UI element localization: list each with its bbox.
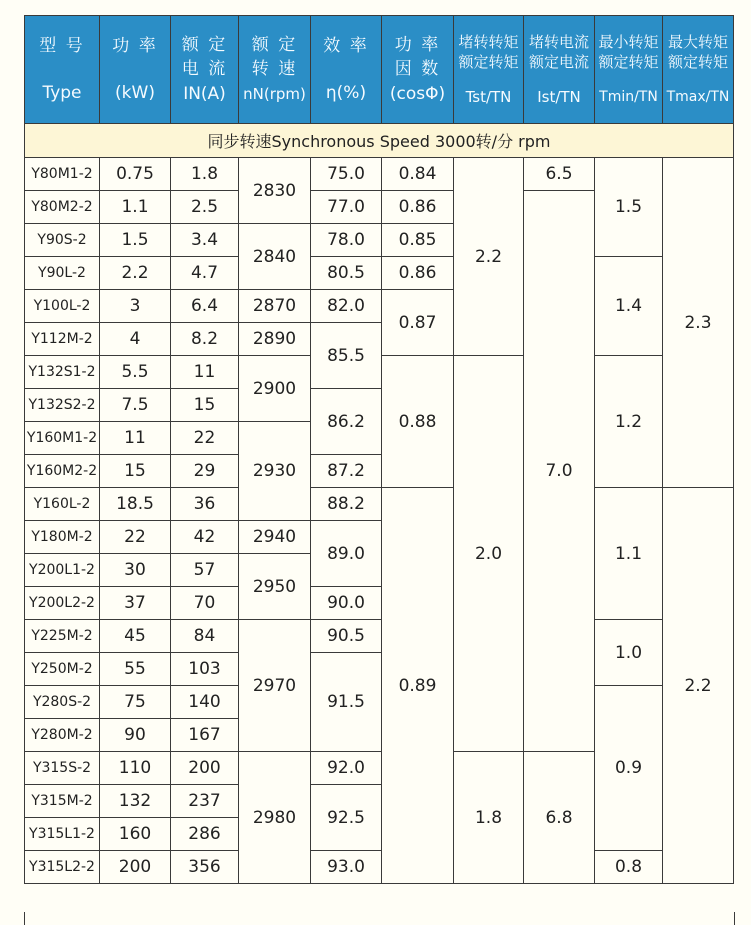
speed-cell: 2930: [239, 422, 311, 521]
efficiency-cell: 77.0: [311, 191, 382, 224]
table-row: [25, 851, 734, 884]
model-cell: Y315L1-2: [25, 818, 100, 851]
power-cell: 75: [100, 686, 171, 719]
model-cell: Y132S1-2: [25, 356, 100, 389]
efficiency-cell: 90.0: [311, 587, 382, 620]
power-cell: 1.5: [100, 224, 171, 257]
header-ist-cn1: 堵转电流: [528, 32, 589, 51]
header-tmin-cn1: 最小转矩: [598, 32, 659, 51]
current-cell: 103: [171, 653, 239, 686]
model-cell: Y280S-2: [25, 686, 100, 719]
speed-cell: 2940: [239, 521, 311, 554]
header-pf-en: (cosΦ): [389, 83, 446, 104]
current-cell: 8.2: [171, 323, 239, 356]
speed-cell: 2970: [239, 620, 311, 752]
current-cell: 22: [171, 422, 239, 455]
model-cell: Y200L1-2: [25, 554, 100, 587]
pf-cell: 0.89: [382, 488, 454, 884]
header-pf-cn1: 功 率: [394, 34, 441, 55]
header-current-cn2: 电 流: [181, 58, 228, 79]
model-cell: Y315S-2: [25, 752, 100, 785]
ist-cell: 6.8: [524, 752, 595, 884]
power-cell: 1.1: [100, 191, 171, 224]
header-tmax-cn2: 额定转矩: [667, 52, 728, 71]
header-model: [25, 16, 100, 124]
model-cell: Y80M2-2: [25, 191, 100, 224]
power-cell: 11: [100, 422, 171, 455]
header-speed-en: nN(rpm): [243, 84, 306, 103]
power-cell: 90: [100, 719, 171, 752]
header-speed-cn2: 转 速: [251, 58, 298, 79]
table-row: [25, 620, 734, 653]
current-cell: 4.7: [171, 257, 239, 290]
header-current-en: IN(A): [183, 83, 226, 104]
efficiency-cell: 93.0: [311, 851, 382, 884]
model-cell: Y80M1-2: [25, 158, 100, 191]
header-tmax: [663, 16, 734, 124]
model-cell: Y160M1-2: [25, 422, 100, 455]
model-cell: Y160L-2: [25, 488, 100, 521]
current-cell: 11: [171, 356, 239, 389]
speed-cell: 2900: [239, 356, 311, 422]
power-cell: 132: [100, 785, 171, 818]
current-cell: 29: [171, 455, 239, 488]
model-cell: Y90S-2: [25, 224, 100, 257]
pf-cell: 0.86: [382, 257, 454, 290]
section-title: 同步转速Synchronous Speed 3000转/分 rpm: [25, 124, 734, 158]
table-continuation: [24, 912, 735, 925]
model-cell: Y180M-2: [25, 521, 100, 554]
power-cell: 4: [100, 323, 171, 356]
current-cell: 57: [171, 554, 239, 587]
tst-cell: 1.8: [454, 752, 524, 884]
ist-cell: 7.0: [524, 191, 595, 752]
model-cell: Y112M-2: [25, 323, 100, 356]
efficiency-cell: 75.0: [311, 158, 382, 191]
efficiency-cell: 85.5: [311, 323, 382, 389]
power-cell: 5.5: [100, 356, 171, 389]
power-cell: 30: [100, 554, 171, 587]
header-ist-en: Ist/TN: [537, 87, 581, 106]
efficiency-cell: 89.0: [311, 521, 382, 587]
header-speed: [239, 16, 311, 124]
speed-cell: 2870: [239, 290, 311, 323]
header-speed-cn1: 额 定: [251, 34, 298, 55]
header-tst-en: Tst/TN: [465, 87, 512, 106]
header-pf: [382, 16, 454, 124]
tmin-cell: 0.9: [595, 686, 663, 851]
current-cell: 2.5: [171, 191, 239, 224]
model-cell: Y315M-2: [25, 785, 100, 818]
header-tmin-en: Tmin/TN: [599, 88, 658, 105]
tst-cell: 2.2: [454, 158, 524, 356]
power-cell: 160: [100, 818, 171, 851]
current-cell: 140: [171, 686, 239, 719]
speed-cell: 2840: [239, 224, 311, 290]
pf-cell: 0.86: [382, 191, 454, 224]
speed-cell: 2980: [239, 752, 311, 884]
efficiency-cell: 86.2: [311, 389, 382, 455]
tmin-cell: 0.8: [595, 851, 663, 884]
current-cell: 237: [171, 785, 239, 818]
efficiency-cell: 90.5: [311, 620, 382, 653]
current-cell: 167: [171, 719, 239, 752]
efficiency-cell: 87.2: [311, 455, 382, 488]
header-efficiency-cn: 效 率: [323, 35, 369, 56]
efficiency-cell: 88.2: [311, 488, 382, 521]
power-cell: 3: [100, 290, 171, 323]
header-model-en: Type: [42, 82, 82, 103]
current-cell: 286: [171, 818, 239, 851]
header-efficiency-en: η(%): [325, 82, 367, 103]
power-cell: 18.5: [100, 488, 171, 521]
current-cell: 3.4: [171, 224, 239, 257]
tmin-cell: 1.1: [595, 488, 663, 620]
tmax-cell: 2.2: [663, 488, 734, 884]
header-efficiency: [311, 16, 382, 124]
ist-cell: 6.5: [524, 158, 595, 191]
header-power: [100, 16, 171, 124]
model-cell: Y225M-2: [25, 620, 100, 653]
power-cell: 7.5: [100, 389, 171, 422]
current-cell: 42: [171, 521, 239, 554]
tmin-cell: 1.0: [595, 620, 663, 686]
power-cell: 37: [100, 587, 171, 620]
current-cell: 1.8: [171, 158, 239, 191]
efficiency-cell: 92.0: [311, 752, 382, 785]
power-cell: 110: [100, 752, 171, 785]
power-cell: 45: [100, 620, 171, 653]
table-body: [25, 124, 734, 884]
model-cell: Y160M2-2: [25, 455, 100, 488]
header-power-cn: 功 率: [112, 35, 158, 56]
speed-cell: 2830: [239, 158, 311, 224]
header-row: [25, 16, 734, 124]
power-cell: 200: [100, 851, 171, 884]
table-row: [25, 257, 734, 290]
header-tst-cn1: 堵转转矩: [458, 32, 519, 51]
pf-cell: 0.87: [382, 290, 454, 356]
efficiency-cell: 80.5: [311, 257, 382, 290]
current-cell: 15: [171, 389, 239, 422]
efficiency-cell: 78.0: [311, 224, 382, 257]
tmin-cell: 1.2: [595, 356, 663, 488]
power-cell: 0.75: [100, 158, 171, 191]
speed-cell: 2890: [239, 323, 311, 356]
efficiency-cell: 92.5: [311, 785, 382, 851]
header-current-cn1: 额 定: [181, 34, 228, 55]
tmin-cell: 1.4: [595, 257, 663, 356]
tmin-cell: 1.5: [595, 158, 663, 257]
model-cell: Y132S2-2: [25, 389, 100, 422]
header-current: [171, 16, 239, 124]
tst-cell: 2.0: [454, 356, 524, 752]
header-ist-cn2: 额定电流: [528, 52, 589, 71]
current-cell: 200: [171, 752, 239, 785]
efficiency-cell: 91.5: [311, 653, 382, 752]
current-cell: 84: [171, 620, 239, 653]
pf-cell: 0.88: [382, 356, 454, 488]
tmax-cell: 2.3: [663, 158, 734, 488]
header-tmax-cn1: 最大转矩: [667, 32, 728, 51]
header-ist: [524, 16, 595, 124]
current-cell: 356: [171, 851, 239, 884]
header-tst: [454, 16, 524, 124]
current-cell: 70: [171, 587, 239, 620]
current-cell: 6.4: [171, 290, 239, 323]
header-model-cn: 型 号: [39, 35, 85, 56]
header-tst-cn2: 额定转矩: [458, 52, 519, 71]
table-row: [25, 488, 734, 521]
model-cell: Y315L2-2: [25, 851, 100, 884]
power-cell: 15: [100, 455, 171, 488]
header-tmax-en: Tmax/TN: [666, 88, 730, 105]
current-cell: 36: [171, 488, 239, 521]
model-cell: Y90L-2: [25, 257, 100, 290]
header-pf-cn2: 因 数: [394, 58, 441, 79]
motor-spec-table: [24, 15, 734, 884]
power-cell: 55: [100, 653, 171, 686]
power-cell: 2.2: [100, 257, 171, 290]
header-power-en: (kW): [115, 82, 155, 103]
model-cell: Y250M-2: [25, 653, 100, 686]
power-cell: 22: [100, 521, 171, 554]
model-cell: Y280M-2: [25, 719, 100, 752]
efficiency-cell: 82.0: [311, 290, 382, 323]
model-cell: Y200L2-2: [25, 587, 100, 620]
table-row: [25, 158, 734, 191]
header-tmin: [595, 16, 663, 124]
pf-cell: 0.84: [382, 158, 454, 191]
header-tmin-cn2: 额定转矩: [598, 52, 659, 71]
speed-cell: 2950: [239, 554, 311, 620]
model-cell: Y100L-2: [25, 290, 100, 323]
pf-cell: 0.85: [382, 224, 454, 257]
section-row: [25, 124, 734, 158]
